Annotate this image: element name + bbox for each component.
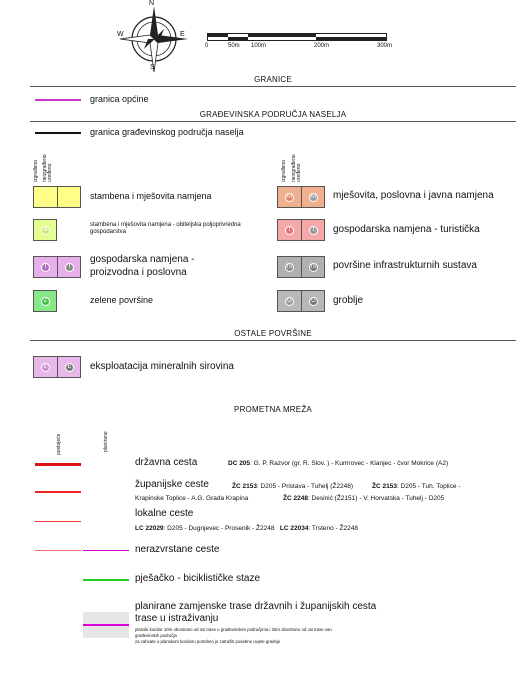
- planirana-line: [83, 624, 129, 626]
- section-granice: GRANICE: [254, 75, 292, 84]
- label-lokalne: lokalne ceste: [135, 508, 194, 519]
- head-izgradeno-right: izgrađeno: [281, 160, 287, 182]
- scale-300: 300m: [377, 43, 393, 49]
- head-planirano: planirano: [103, 431, 109, 452]
- planirane-note3: za zahvate u planskom koridoru potrebno je zatražiti posebne uvjete gradnje: [135, 639, 281, 644]
- label-gospodarska-proizvodna: gospodarska namjena - proizvodna i poslovna: [90, 254, 195, 278]
- drzavna-line: [35, 463, 81, 466]
- label-granica-gradevinskog: granica građevinskog područja naselja: [90, 127, 244, 137]
- head-neizgradeno-right: neizgrađeno uređeno: [291, 154, 302, 182]
- swatch-opg: ⊕: [33, 219, 57, 241]
- gradevinsko-line: [35, 132, 81, 134]
- scale-100: 100m: [251, 43, 267, 49]
- label-drzavna: državna cesta: [135, 457, 198, 468]
- drzavna-desc: [228, 460, 448, 467]
- divider: [30, 121, 516, 122]
- dc205-desc: : G. P. Razvor (gr. R. Slov. ) - Kumrovec - Klanjec - čvor Mokrice (A2): [250, 460, 449, 467]
- swatch-groblje: G G: [277, 290, 325, 312]
- lc22029-desc: : D205 - Dugnjevec - Prosenik - Ž2248: [163, 525, 275, 532]
- lc-row: [135, 525, 358, 532]
- swatch-turisticka: T T: [277, 219, 325, 241]
- label-nerazvrstane: nerazvrstane ceste: [135, 544, 220, 555]
- dc205-code: DC 205: [228, 460, 251, 467]
- nerazvrstana-line-planned: [83, 550, 129, 551]
- scale-200: 200m: [314, 43, 330, 49]
- zc2153b-desc2: Krapinske Toplice - A.G. Grada Krapina: [135, 495, 249, 502]
- head-neizgradeno-left: neizgrađeno uređeno: [42, 154, 53, 182]
- section-ostale: OSTALE POVRŠINE: [234, 329, 312, 338]
- label-infrastruktura: površine infrastrukturnih sustava: [333, 260, 477, 271]
- divider: [30, 86, 516, 87]
- scale-50: 50m: [228, 43, 240, 49]
- label-planirane2: trase u istraživanju: [135, 613, 219, 624]
- opcina-line: [35, 99, 81, 101]
- zc2153b-code: ŽC 2153: [372, 483, 397, 490]
- label-turisticka: gospodarska namjena - turistička: [333, 224, 480, 235]
- zc2153b-row: [372, 483, 460, 490]
- label-mjesovita: mješovita, poslovna i javna namjena: [333, 190, 494, 201]
- head-izgradeno-left: izgrađeno: [33, 160, 39, 182]
- planirane-note1: planski koridor 10m obostrano od osi trase u građevinskim područjima i 25m obostrano od osi trase van: [135, 627, 332, 632]
- compass-e: E: [180, 31, 185, 38]
- lc22034-code: LC 22034: [279, 525, 309, 532]
- zc2153a-desc: : D205 - Pristava - Tuhelj (Ž2248): [256, 483, 354, 490]
- compass-n: N: [149, 0, 155, 7]
- swatch-gospodarska-proizvodna: I I: [33, 256, 81, 278]
- label-stambena: stambena i mješovita namjena: [90, 191, 212, 201]
- swatch-eksploatacija: E E: [33, 356, 81, 378]
- label-groblje: groblje: [333, 295, 364, 306]
- label-planirane1: planirane zamjenske trase državnih i županijskih cesta: [135, 601, 377, 612]
- lokalna-line: [35, 521, 81, 522]
- lc22029-code: LC 22029: [135, 525, 164, 532]
- swatch-mjesovita: M M: [277, 186, 325, 208]
- section-promet: PROMETNA MREŽA: [234, 405, 312, 414]
- planirane-note2: građevinskih područja: [135, 633, 177, 638]
- label-zupanijske: županijske ceste: [135, 479, 209, 490]
- nerazvrstana-line-existing: [35, 550, 81, 551]
- label-opg: stambena i mješovita namjena - obiteljska poljoprivredna gospodarstva: [90, 222, 241, 235]
- label-pjesacko: pješačko - biciklističke staze: [135, 573, 261, 584]
- zupanijska-line: [35, 491, 81, 493]
- swatch-infrastruktura: IS IS: [277, 256, 325, 278]
- zc2248-code: ŽC 2248: [283, 495, 308, 502]
- compass-w: W: [117, 31, 124, 38]
- zc2153a-row: [232, 483, 353, 490]
- zc2248-row: [283, 495, 444, 502]
- label-eksploatacija: eksploatacija mineralnih sirovina: [90, 361, 234, 372]
- label-zelene: zelene površine: [90, 295, 154, 305]
- compass-s: S: [150, 64, 155, 71]
- label-granica-opcine: granica općine: [90, 94, 149, 104]
- zc2153b-desc: : D205 - Tuh. Toplice -: [396, 483, 461, 490]
- lc22034-desc: : Trsteno - Ž2248: [308, 525, 358, 532]
- zc2153a-code: ŽC 2153: [232, 483, 257, 490]
- scale-bar: [207, 33, 387, 41]
- divider: [30, 340, 516, 341]
- pjesacko-line: [83, 579, 129, 581]
- zc2248-desc: : Desinić (Ž2151) - V. Horvatska - Tuhelj - D205: [307, 495, 445, 502]
- scale-0: 0: [205, 43, 209, 49]
- swatch-stambena: [33, 186, 81, 208]
- head-postojece: postojeće: [56, 433, 62, 455]
- swatch-zelene: Z: [33, 290, 57, 312]
- section-gradevinska: GRAĐEVINSKA PODRUČJA NASELJA: [199, 110, 347, 119]
